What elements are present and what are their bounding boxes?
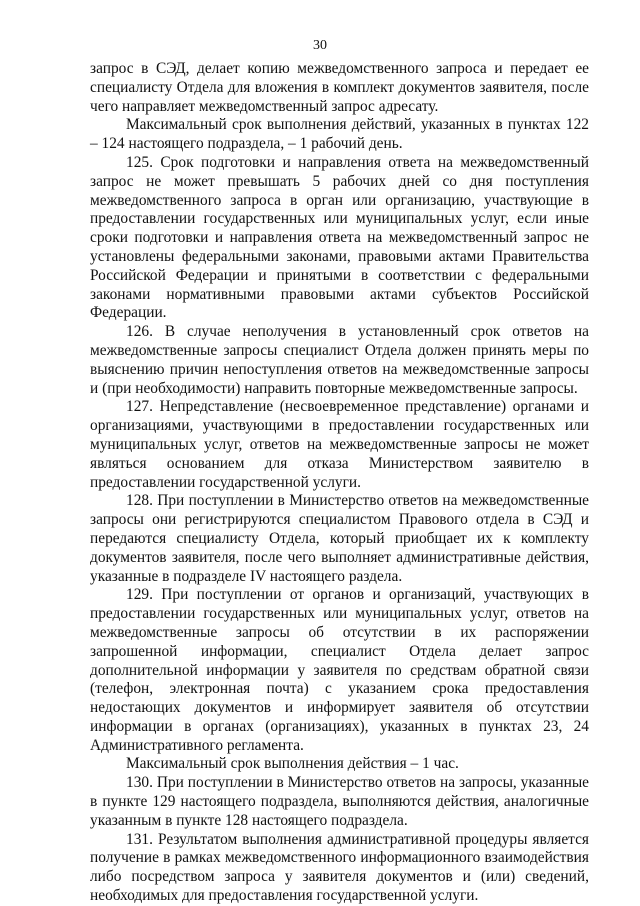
paragraph-125: 125. Срок подготовки и направления ответа на межведомственный запрос не может превышать 5 рабочих дней со дня поступления межведомственного запроса в орган или организацию, участвующие в предоставлении государственных или муниципальных услуг, если иные сроки подготовки и направления ответа на межведомственный запрос не установлены федеральными законами, правовыми актами Правительства Российской Федерации и принятыми в соответствии с федеральными законами нормативными правовыми актами субъектов Российской Федерации. bbox=[90, 153, 589, 322]
page-number: 30 bbox=[313, 38, 327, 53]
paragraph-max-term-122-124: Максимальный срок выполнения действий, указанных в пунктах 122 – 124 настоящего подраздела, – 1 рабочий день. bbox=[90, 116, 589, 153]
paragraph-130: 130. При поступлении в Министерство ответов на запросы, указанные в пункте 129 настоящего подраздела, выполняются действия, аналогичные указанным в пункте 128 настоящего подраздела. bbox=[90, 774, 589, 829]
paragraph-131: 131. Результатом выполнения административной процедуры является получение в рамках межведомственного информационного взаимодействия либо посредством запроса у заявителя документов и (или) сведений, необходимых для предоставления государственной услуги. bbox=[90, 830, 589, 905]
paragraph-127: 127. Непредставление (несвоевременное представление) органами и организациями, участвующими в предоставлении государственных или муниципальных услуг, ответов на межведомственные запросы не может являться основанием для отказа Министерством заявителю в предоставлении государственной услуги. bbox=[90, 398, 589, 491]
document-body bbox=[90, 60, 589, 906]
paragraph-continuation: запрос в СЭД, делает копию межведомственного запроса и передает ее специалисту Отдела для вложения в комплект документов заявителя, после чего направляет межведомственный запрос адресату. bbox=[90, 60, 589, 115]
paragraph-126: 126. В случае неполучения в установленный срок ответов на межведомственные запросы специалист Отдела должен принять меры по выяснению причин непоступления ответов на межведомственные запросы и (при необходимости) направить повторные межведомственные запросы. bbox=[90, 323, 589, 397]
paragraph-max-term-129: Максимальный срок выполнения действия – 1 час. bbox=[126, 755, 459, 773]
paragraph-128: 128. При поступлении в Министерство ответов на межведомственные запросы они регистрируются специалистом Правового отдела в СЭД и передаются специалисту Отдела, который приобщает их к комплекту документов заявителя, после чего выполняет административные действия, указанные в подразделе IV настоящего раздела. bbox=[90, 492, 589, 585]
paragraph-129: 129. При поступлении от органов и организаций, участвующих в предоставлении государственных или муниципальных услуг, ответов на межведомственные запросы об отсутствии в их распоряжении запрошенной информации, специалист Отдела делает запрос дополнительной информации у заявителя по средствам обратной связи (телефон, электронная почта) с указанием срока предоставления недостающих документов и информирует заявителя об отсутствии информации в органах (организациях), указанных в пунктах 23, 24 Административного регламента. bbox=[90, 586, 589, 754]
